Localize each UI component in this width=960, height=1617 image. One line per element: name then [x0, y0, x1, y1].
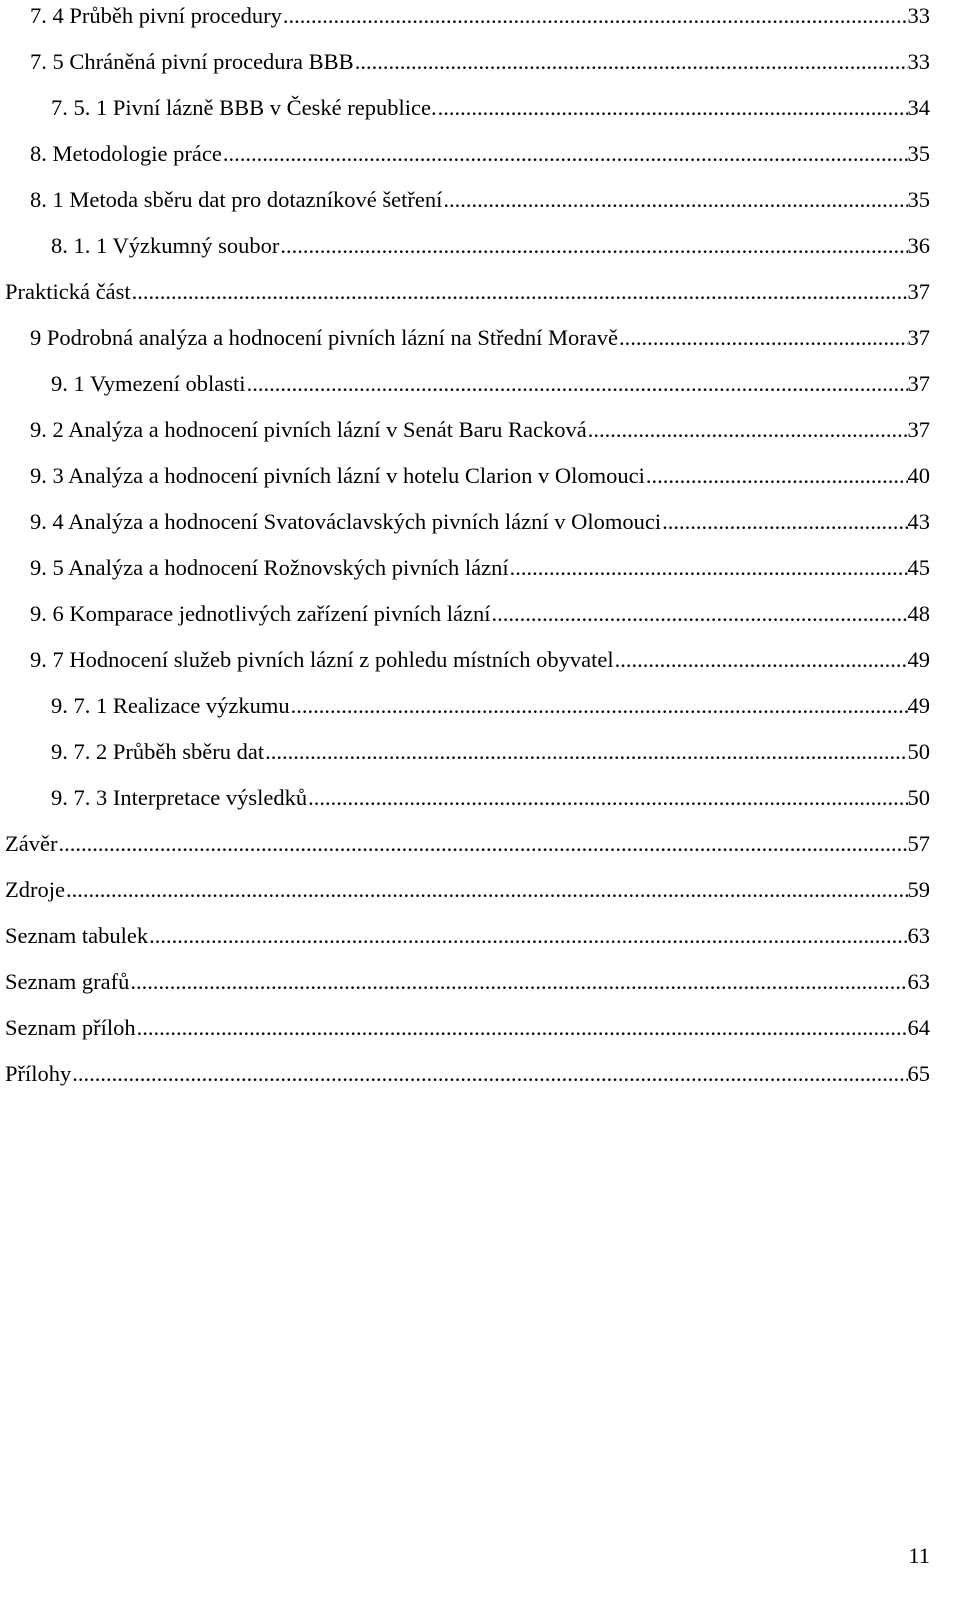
toc-dot-leader — [442, 177, 907, 223]
toc-entry-page: 33 — [907, 3, 930, 28]
toc-entry-title: 9. 7. 1 Realizace výzkumu — [51, 693, 290, 718]
toc-dot-leader — [509, 545, 908, 591]
toc-dot-leader — [618, 315, 908, 361]
toc-entry[interactable] — [0, 407, 930, 453]
toc-dot-leader — [587, 407, 908, 453]
toc-entry-title: 8. 1 Metoda sběru dat pro dotazníkové šetření — [30, 187, 443, 212]
toc-entry[interactable] — [0, 269, 930, 315]
toc-entry-title: 9. 5 Analýza a hodnocení Rožnovských pivních lázní — [30, 555, 509, 580]
toc-dot-leader — [148, 913, 907, 959]
toc-entry-page: 65 — [907, 1061, 930, 1086]
toc-entry-title: Praktická část — [5, 279, 131, 304]
toc-dot-leader — [290, 683, 908, 729]
toc-entry-title: Seznam příloh — [5, 1015, 136, 1040]
toc-entry[interactable] — [0, 775, 930, 821]
toc-entry[interactable] — [0, 361, 930, 407]
toc-entry[interactable] — [0, 223, 930, 269]
toc-entry-page: 50 — [907, 785, 930, 810]
toc-entry-title: 9. 7. 2 Průběh sběru dat — [51, 739, 265, 764]
toc-entry[interactable] — [0, 499, 930, 545]
toc-dot-leader — [222, 131, 908, 177]
toc-dot-leader — [246, 361, 908, 407]
toc-entry-page: 35 — [907, 187, 930, 212]
toc-entry[interactable] — [0, 85, 930, 131]
toc-entry[interactable] — [0, 637, 930, 683]
toc-entry-page: 64 — [907, 1015, 930, 1040]
toc-entry-title: 7. 5 Chráněná pivní procedura BBB — [30, 49, 354, 74]
toc-entry[interactable] — [0, 131, 930, 177]
toc-entry-page: 50 — [907, 739, 930, 764]
toc-entry-page: 48 — [907, 601, 930, 626]
toc-dot-leader — [57, 821, 907, 867]
toc-entry-title: Seznam grafů — [5, 969, 130, 994]
toc-entry-page: 63 — [907, 969, 930, 994]
toc-entry-page: 63 — [907, 923, 930, 948]
toc-entry-title: 9. 7 Hodnocení služeb pivních lázní z pohledu místních obyvatel — [30, 647, 614, 672]
toc-dot-leader — [136, 1005, 908, 1051]
toc-entry-page: 45 — [907, 555, 930, 580]
toc-entry-title: 9. 6 Komparace jednotlivých zařízení pivních lázní — [30, 601, 491, 626]
toc-entry-title: 7. 5. 1 Pivní lázně BBB v České republice. — [51, 95, 437, 120]
toc-entry-title: Závěr — [5, 831, 58, 856]
toc-dot-leader — [282, 0, 908, 39]
toc-entry-page: 59 — [907, 877, 930, 902]
toc-entry[interactable] — [0, 0, 930, 39]
toc-entry[interactable] — [0, 1051, 930, 1097]
toc-entry[interactable] — [0, 591, 930, 637]
toc-entry-title: 9. 3 Analýza a hodnocení pivních lázní v hotelu Clarion v Olomouci — [30, 463, 645, 488]
toc-entry[interactable] — [0, 1005, 930, 1051]
toc-entry-page: 36 — [907, 233, 930, 258]
toc-entry[interactable] — [0, 729, 930, 775]
toc-dot-leader — [490, 591, 907, 637]
toc-dot-leader — [354, 39, 908, 85]
toc-dot-leader — [65, 867, 908, 913]
page-number: 11 — [908, 1543, 930, 1568]
toc-entry-page: 43 — [907, 509, 930, 534]
toc-entry[interactable] — [0, 545, 930, 591]
toc-entry-title: 8. 1. 1 Výzkumný soubor — [51, 233, 280, 258]
toc-entry-page: 37 — [907, 417, 930, 442]
toc-entry-page: 37 — [907, 279, 930, 304]
toc-entry[interactable] — [0, 959, 930, 1005]
toc-entry-page: 49 — [907, 693, 930, 718]
toc-entry-page: 40 — [907, 463, 930, 488]
toc-entry[interactable] — [0, 821, 930, 867]
toc-dot-leader — [661, 499, 907, 545]
toc-entry[interactable] — [0, 683, 930, 729]
toc-entry-page: 33 — [907, 49, 930, 74]
toc-entry[interactable] — [0, 913, 930, 959]
toc-entry[interactable] — [0, 453, 930, 499]
toc-entry-page: 34 — [907, 95, 930, 120]
toc-dot-leader — [279, 223, 907, 269]
toc-entry[interactable] — [0, 177, 930, 223]
toc-dot-leader — [129, 959, 907, 1005]
toc-dot-leader — [614, 637, 908, 683]
toc-dot-leader — [307, 775, 907, 821]
toc-entry-title: 7. 4 Průběh pivní procedury — [30, 3, 282, 28]
toc-entry-page: 57 — [907, 831, 930, 856]
toc-entry-title: 9. 2 Analýza a hodnocení pivních lázní v Senát Baru Racková — [30, 417, 587, 442]
toc-entry-page: 35 — [907, 141, 930, 166]
toc-entry-title: 9. 7. 3 Interpretace výsledků — [51, 785, 308, 810]
toc-entry-page: 49 — [907, 647, 930, 672]
toc-dot-leader — [645, 453, 908, 499]
toc-entry[interactable] — [0, 39, 930, 85]
toc-entry[interactable] — [0, 867, 930, 913]
toc-entry-title: Přílohy — [5, 1061, 72, 1086]
toc-dot-leader — [131, 269, 908, 315]
toc-entry-title: Seznam tabulek — [5, 923, 149, 948]
toc-dot-leader — [437, 85, 908, 131]
toc-dot-leader — [71, 1051, 907, 1097]
toc-entry-title: Zdroje — [5, 877, 65, 902]
toc-entry-title: 8. Metodologie práce — [30, 141, 222, 166]
toc-dot-leader — [264, 729, 907, 775]
toc-entry-title: 9. 1 Vymezení oblasti — [51, 371, 246, 396]
toc-entry-title: 9. 4 Analýza a hodnocení Svatováclavských pivních lázní v Olomouci — [30, 509, 662, 534]
toc-entry-page: 37 — [907, 325, 930, 350]
toc-entry[interactable] — [0, 315, 930, 361]
toc-entry-title: 9 Podrobná analýza a hodnocení pivních lázní na Střední Moravě — [30, 325, 618, 350]
toc-entry-page: 37 — [907, 371, 930, 396]
